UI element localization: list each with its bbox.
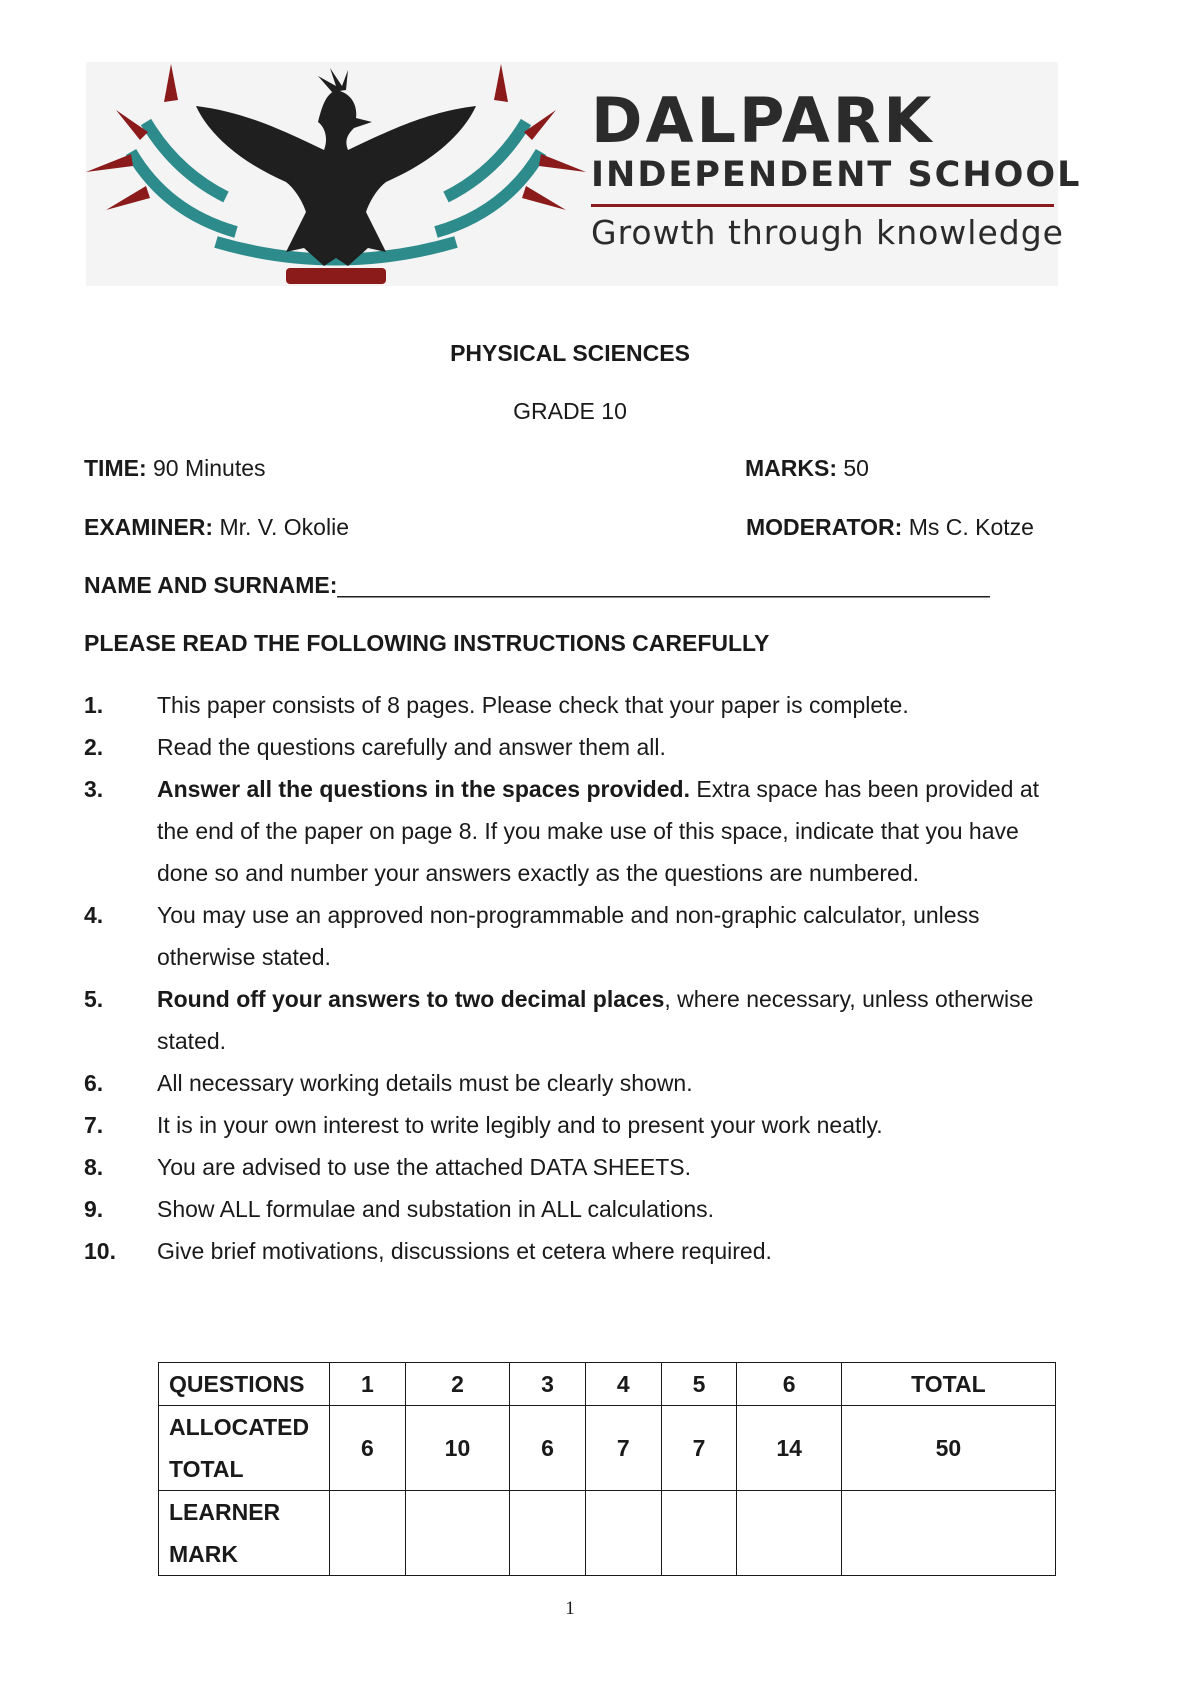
- learner-mark-cell[interactable]: [330, 1491, 406, 1576]
- learner-mark-header: LEARNER MARK: [159, 1491, 330, 1576]
- column-header: 1: [330, 1363, 406, 1406]
- time-field: [84, 455, 266, 482]
- instruction-item: 5. Round off your answers to two decimal places, where necessary, unless otherwise stated.: [84, 986, 1034, 1054]
- instruction-item: 6. All necessary working details must be clearly shown.: [84, 1070, 693, 1096]
- column-header: 5: [661, 1363, 737, 1406]
- instructions-heading: PLEASE READ THE FOLLOWING INSTRUCTIONS CAREFULLY: [84, 630, 770, 656]
- school-subtitle: INDEPENDENT SCHOOL: [591, 155, 1082, 195]
- time-label: TIME:: [84, 455, 147, 481]
- allocated-cell: 7: [585, 1406, 661, 1491]
- column-header: TOTAL: [841, 1363, 1055, 1406]
- learner-mark-cell[interactable]: [585, 1491, 661, 1576]
- column-header: 6: [737, 1363, 841, 1406]
- questions-header: QUESTIONS: [159, 1363, 330, 1406]
- allocated-cell: 10: [405, 1406, 509, 1491]
- allocated-cell: 50: [841, 1406, 1055, 1491]
- name-line[interactable]: ___________________________________________________: [337, 572, 990, 598]
- allocated-cell: 14: [737, 1406, 841, 1491]
- school-name: DALPARK: [591, 84, 935, 157]
- allocated-header: ALLOCATED TOTAL: [159, 1406, 330, 1491]
- moderator-label: MODERATOR:: [746, 514, 903, 540]
- column-header: 2: [405, 1363, 509, 1406]
- instruction-item: 2. Read the questions carefully and answer them all.: [84, 734, 666, 760]
- learner-mark-cell[interactable]: [405, 1491, 509, 1576]
- learner-mark-cell[interactable]: [510, 1491, 586, 1576]
- marks-label: MARKS:: [745, 455, 837, 481]
- examiner-field: [84, 514, 349, 541]
- instructions-list: [84, 684, 1074, 1272]
- eagle-silhouette-icon: [196, 90, 476, 266]
- table-row: [159, 1491, 1056, 1576]
- instruction-item: 7. It is in your own interest to write legibly and to present your work neatly.: [84, 1112, 883, 1138]
- learner-mark-cell[interactable]: [841, 1491, 1055, 1576]
- marks-value: 50: [843, 455, 869, 481]
- examiner-label: EXAMINER:: [84, 514, 214, 540]
- learner-mark-cell[interactable]: [661, 1491, 737, 1576]
- allocated-cell: 6: [510, 1406, 586, 1491]
- instruction-item: 4. You may use an approved non-programmable and non-graphic calculator, unless otherwise stated.: [84, 902, 980, 970]
- learner-mark-cell[interactable]: [737, 1491, 841, 1576]
- eagle-logo: [86, 62, 586, 286]
- allocated-cell: 7: [661, 1406, 737, 1491]
- allocated-cell: 6: [330, 1406, 406, 1491]
- moderator-value: Ms C. Kotze: [908, 514, 1034, 540]
- column-header: 4: [585, 1363, 661, 1406]
- instruction-item: 3. Answer all the questions in the spaces provided. Extra space has been provided at the end of the paper on page 8. If you make use of this space, indicate that you have done so and number your answers exactly as the questions are numbered.: [84, 776, 1040, 886]
- time-value: 90 Minutes: [153, 455, 266, 481]
- school-motto: Growth through knowledge: [591, 213, 1064, 252]
- instruction-item: 1. This paper consists of 8 pages. Please check that your paper is complete.: [84, 692, 909, 718]
- grade-title: GRADE 10: [513, 398, 627, 424]
- examiner-value: Mr. V. Okolie: [219, 514, 349, 540]
- instruction-item: 10. Give brief motivations, discussions et cetera where required.: [84, 1238, 772, 1264]
- subject-title: PHYSICAL SCIENCES: [450, 340, 690, 366]
- instruction-item: 9. Show ALL formulae and substation in ALL calculations.: [84, 1196, 715, 1222]
- table-row: [159, 1406, 1056, 1491]
- header-divider: [591, 204, 1054, 207]
- marks-field: [745, 455, 869, 482]
- marks-table: [158, 1362, 1056, 1576]
- name-field[interactable]: [84, 572, 990, 599]
- table-row: [159, 1363, 1056, 1406]
- name-label: NAME AND SURNAME:: [84, 572, 338, 598]
- moderator-field: [746, 514, 1034, 541]
- instruction-item: 8. You are advised to use the attached DATA SHEETS.: [84, 1154, 691, 1180]
- column-header: 3: [510, 1363, 586, 1406]
- school-banner: [86, 62, 1082, 286]
- page-number: 1: [565, 1598, 575, 1619]
